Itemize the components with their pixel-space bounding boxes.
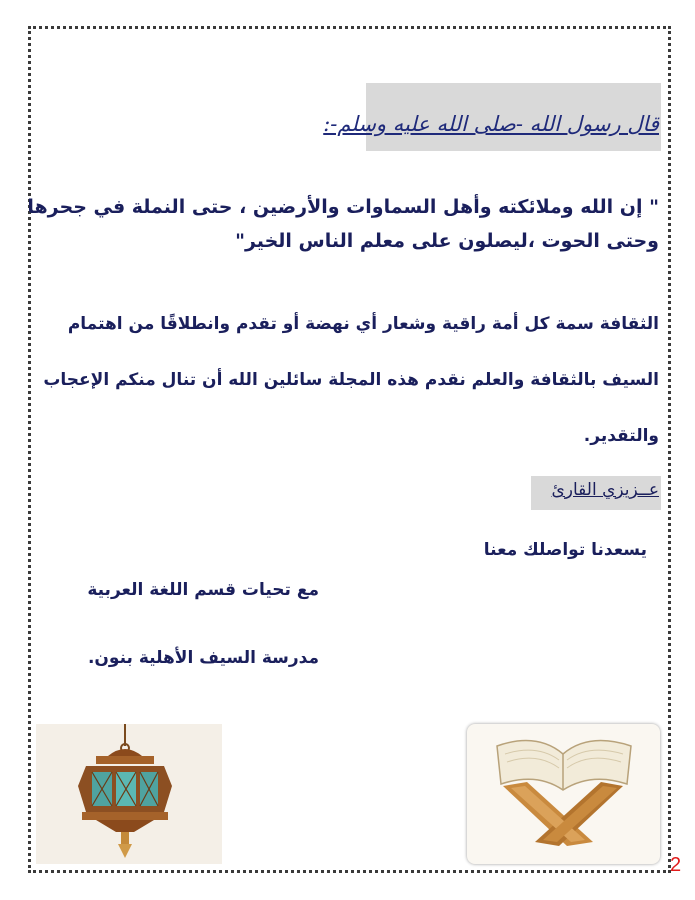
intro-line-3: والتقدير. — [583, 426, 659, 446]
reader-heading: عــزيزي القارئ — [551, 480, 659, 500]
signature-school: مدرسة السيف الأهلية بنون. — [87, 648, 319, 668]
lantern-icon — [36, 724, 222, 864]
page-number: 2 — [670, 854, 682, 876]
quran-stand-icon — [467, 724, 660, 864]
signature-department: مع تحيات قسم اللغة العربية — [87, 580, 319, 600]
quran-stand-image — [467, 724, 660, 864]
lantern-image — [36, 724, 222, 864]
hadith-line-1: " إن الله وملائكته وأهل السماوات والأرضين ، حتى النملة في جحرها — [27, 196, 659, 218]
reader-message: يسعدنا تواصلك معنا — [483, 540, 647, 560]
intro-line-2: السيف بالثقافة والعلم نقدم هذه المجلة سائلين الله أن تنال منكم الإعجاب — [43, 370, 659, 390]
intro-line-1: الثقافة سمة كل أمة راقية وشعار أي نهضة أو تقدم وانطلاقًا من اهتمام — [67, 314, 659, 334]
page-title: قال رسول الله -صلى الله عليه وسلم-: — [323, 112, 659, 136]
hadith-line-2: وحتى الحوت ،ليصلون على معلم الناس الخير" — [235, 230, 659, 252]
